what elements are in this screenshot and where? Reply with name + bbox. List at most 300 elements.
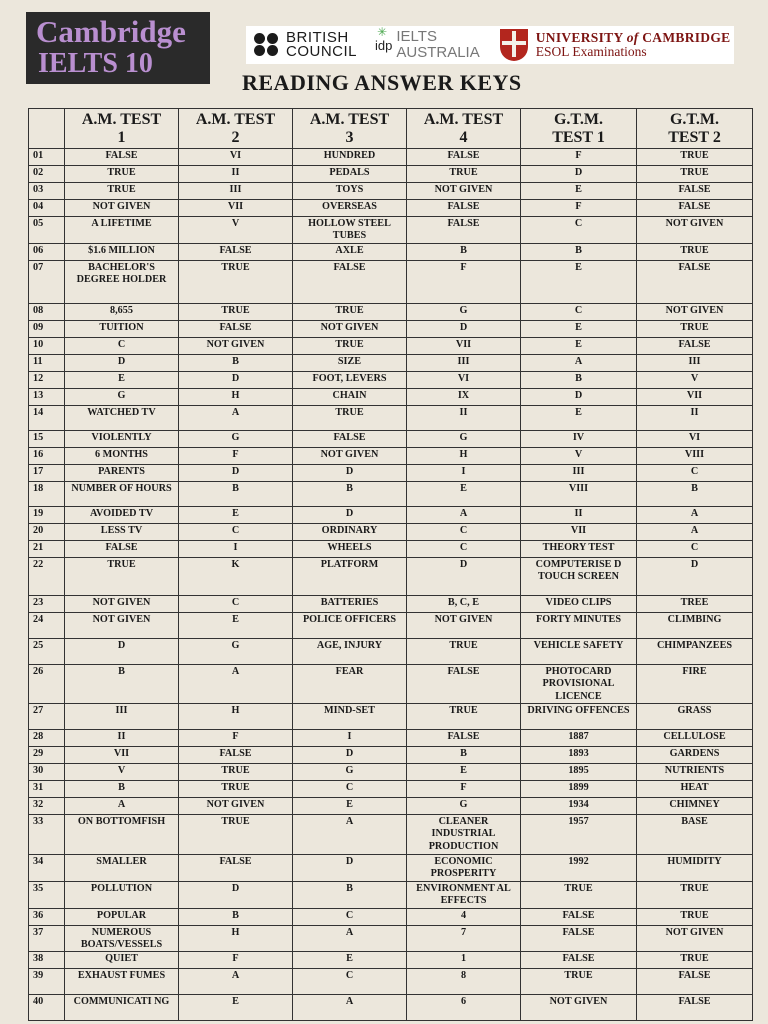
table-row — [29, 523, 753, 540]
question-number: 31 — [29, 781, 65, 798]
answer-cell: C — [293, 781, 407, 798]
answer-cell: G — [293, 764, 407, 781]
answer-cell: NOT GIVEN — [179, 798, 293, 815]
question-number: 05 — [29, 217, 65, 244]
answer-cell: H — [179, 704, 293, 730]
table-row — [29, 354, 753, 371]
answer-cell: A — [293, 815, 407, 855]
answer-cell: CLEANER INDUSTRIAL PRODUCTION — [407, 815, 521, 855]
answer-cell: B — [407, 747, 521, 764]
answer-cell: 1893 — [521, 747, 637, 764]
answer-cell: TRUE — [179, 781, 293, 798]
cambridge-shield-icon — [500, 29, 528, 61]
column-header-line-1: A.M. TEST — [195, 111, 276, 128]
answer-cell: E — [179, 995, 293, 1021]
answer-cell: B — [179, 908, 293, 925]
answer-cell: C — [521, 303, 637, 320]
question-number: 14 — [29, 405, 65, 430]
table-row — [29, 557, 753, 595]
answer-cell: A — [521, 354, 637, 371]
answer-cell: D — [179, 881, 293, 908]
answer-cell: E — [179, 612, 293, 638]
answer-cell: B — [65, 781, 179, 798]
answer-cell: FALSE — [65, 540, 179, 557]
answer-cell: TOYS — [293, 183, 407, 200]
answer-cell: BACHELOR'S DEGREE HOLDER — [65, 260, 179, 303]
table-row — [29, 638, 753, 664]
answer-cell: FALSE — [293, 430, 407, 447]
answer-cell: IX — [407, 388, 521, 405]
answer-cell: H — [179, 388, 293, 405]
answer-cell: D — [293, 464, 407, 481]
answer-cell: F — [521, 149, 637, 166]
answer-cell: A — [179, 969, 293, 995]
answer-cell: TRUE — [179, 260, 293, 303]
idp-line-1: IELTS — [396, 28, 437, 45]
table-row — [29, 337, 753, 354]
question-number: 02 — [29, 166, 65, 183]
question-number: 25 — [29, 638, 65, 664]
table-row — [29, 506, 753, 523]
answer-cell: NOT GIVEN — [407, 612, 521, 638]
answer-cell: ON BOTTOMFISH — [65, 815, 179, 855]
answer-cell: A — [637, 523, 753, 540]
answer-cell: F — [179, 447, 293, 464]
answer-cell: A — [179, 664, 293, 703]
answer-cell: G — [179, 638, 293, 664]
question-number: 30 — [29, 764, 65, 781]
answer-cell: C — [407, 540, 521, 557]
column-header — [179, 109, 293, 149]
cambridge-line-2: ESOL Examinations — [535, 44, 647, 59]
answer-cell: I — [179, 540, 293, 557]
column-header-line-2: TEST 1 — [552, 129, 605, 146]
answer-cell: 1 — [407, 952, 521, 969]
answer-cell: PARENTS — [65, 464, 179, 481]
table-row — [29, 664, 753, 703]
answer-cell: V — [179, 217, 293, 244]
answer-cell: F — [179, 730, 293, 747]
answer-cell: FALSE — [179, 243, 293, 260]
question-number: 08 — [29, 303, 65, 320]
table-row — [29, 430, 753, 447]
answer-cell: 6 — [407, 995, 521, 1021]
answer-cell: FALSE — [407, 217, 521, 244]
answer-cell: F — [407, 260, 521, 303]
answer-cell: VI — [637, 430, 753, 447]
answer-cell: III — [521, 464, 637, 481]
answer-cell: II — [407, 405, 521, 430]
cambridge-ielts-brand — [26, 12, 210, 84]
answer-cell: G — [407, 303, 521, 320]
british-council-line-2: COUNCIL — [286, 43, 358, 60]
question-number: 34 — [29, 855, 65, 882]
answer-cell: A — [293, 925, 407, 952]
question-number: 39 — [29, 969, 65, 995]
column-header-line-2: 3 — [345, 129, 354, 146]
table-row — [29, 969, 753, 995]
answer-cell: FALSE — [637, 337, 753, 354]
answer-cell: E — [407, 764, 521, 781]
answer-key-table — [28, 108, 753, 1021]
answer-cell: E — [65, 371, 179, 388]
answer-cell: CLIMBING — [637, 612, 753, 638]
answer-cell: WATCHED TV — [65, 405, 179, 430]
answer-cell: VII — [65, 747, 179, 764]
table-row — [29, 540, 753, 557]
answer-cell: FALSE — [521, 908, 637, 925]
answer-cell: 6 MONTHS — [65, 447, 179, 464]
answer-cell: FALSE — [637, 183, 753, 200]
answer-cell: FALSE — [293, 260, 407, 303]
table-row — [29, 730, 753, 747]
table-row — [29, 855, 753, 882]
question-number: 18 — [29, 481, 65, 506]
answer-cell: 1957 — [521, 815, 637, 855]
question-number: 32 — [29, 798, 65, 815]
answer-cell: FALSE — [407, 730, 521, 747]
answer-cell: FALSE — [637, 995, 753, 1021]
answer-cell: 1895 — [521, 764, 637, 781]
cambridge-line-1: UNIVERSITY of CAMBRIDGE — [535, 30, 731, 45]
question-number: 07 — [29, 260, 65, 303]
answer-cell: F — [407, 781, 521, 798]
column-header-line-1: A.M. TEST — [81, 111, 162, 128]
answer-cell: AVOIDED TV — [65, 506, 179, 523]
idp-mark-text: idp — [375, 37, 393, 53]
answer-cell: TRUE — [179, 815, 293, 855]
answer-cell: 8,655 — [65, 303, 179, 320]
table-row — [29, 388, 753, 405]
answer-cell: I — [407, 464, 521, 481]
column-header-line-2: 2 — [231, 129, 240, 146]
answer-cell: 1899 — [521, 781, 637, 798]
table-row — [29, 260, 753, 303]
question-number: 40 — [29, 995, 65, 1021]
answer-cell: MIND-SET — [293, 704, 407, 730]
answer-cell: 1887 — [521, 730, 637, 747]
table-row — [29, 243, 753, 260]
answer-cell: FIRE — [637, 664, 753, 703]
answer-cell: VIII — [637, 447, 753, 464]
answer-cell: D — [179, 464, 293, 481]
table-row — [29, 798, 753, 815]
answer-cell: FALSE — [179, 855, 293, 882]
answer-cell: NUMEROUS BOATS/VESSELS — [65, 925, 179, 952]
answer-cell: C — [407, 523, 521, 540]
column-header — [293, 109, 407, 149]
answer-cell: 1934 — [521, 798, 637, 815]
answer-cell: WHEELS — [293, 540, 407, 557]
table-row — [29, 183, 753, 200]
answer-cell: B — [293, 881, 407, 908]
answer-cell: E — [293, 952, 407, 969]
answer-cell: CHIMNEY — [637, 798, 753, 815]
question-number: 13 — [29, 388, 65, 405]
question-number: 19 — [29, 506, 65, 523]
answer-cell: G — [407, 430, 521, 447]
answer-cell: TRUE — [637, 908, 753, 925]
answer-cell: TRUE — [179, 303, 293, 320]
answer-cell: V — [521, 447, 637, 464]
answer-cell: E — [179, 506, 293, 523]
answer-cell: FALSE — [637, 260, 753, 303]
table-row — [29, 405, 753, 430]
answer-cell: III — [637, 354, 753, 371]
brand-line-2: IELTS 10 — [38, 48, 153, 79]
answer-cell: B — [179, 354, 293, 371]
answer-cell: C — [637, 464, 753, 481]
answer-cell: TRUE — [637, 881, 753, 908]
answer-cell: TRUE — [293, 303, 407, 320]
british-council-logo — [254, 31, 357, 59]
answer-cell: FEAR — [293, 664, 407, 703]
question-number: 10 — [29, 337, 65, 354]
table-row — [29, 303, 753, 320]
question-number: 01 — [29, 149, 65, 166]
table-row — [29, 995, 753, 1021]
answer-cell: AGE, INJURY — [293, 638, 407, 664]
answer-cell: 7 — [407, 925, 521, 952]
answer-cell: NOT GIVEN — [293, 447, 407, 464]
table-row — [29, 952, 753, 969]
answer-cell: FALSE — [637, 200, 753, 217]
answer-cell: TRUE — [521, 969, 637, 995]
column-header-line-2: 4 — [459, 129, 468, 146]
table-row — [29, 320, 753, 337]
question-number: 11 — [29, 354, 65, 371]
answer-cell: G — [65, 388, 179, 405]
table-row — [29, 612, 753, 638]
answer-cell: DRIVING OFFENCES — [521, 704, 637, 730]
answer-cell: B — [521, 243, 637, 260]
column-header-line-2: 1 — [117, 129, 126, 146]
idp-mark-icon: ✳ idp — [375, 24, 393, 53]
table-row — [29, 704, 753, 730]
answer-cell: II — [179, 166, 293, 183]
answer-cell: NUMBER OF HOURS — [65, 481, 179, 506]
answer-cell: GRASS — [637, 704, 753, 730]
answer-cell: TREE — [637, 595, 753, 612]
answer-cell: D — [293, 506, 407, 523]
question-number: 09 — [29, 320, 65, 337]
answer-cell: ENVIRONMENT AL EFFECTS — [407, 881, 521, 908]
question-number: 23 — [29, 595, 65, 612]
answer-cell: C — [293, 969, 407, 995]
answer-cell: C — [521, 217, 637, 244]
answer-cell: E — [521, 260, 637, 303]
answer-cell: VI — [179, 149, 293, 166]
answer-cell: II — [637, 405, 753, 430]
answer-cell: H — [179, 925, 293, 952]
answer-cell: SMALLER — [65, 855, 179, 882]
answer-cell: TRUE — [637, 243, 753, 260]
table-row — [29, 925, 753, 952]
answer-cell: III — [407, 354, 521, 371]
question-number: 26 — [29, 664, 65, 703]
answer-cell: D — [65, 638, 179, 664]
answer-cell: NOT GIVEN — [407, 183, 521, 200]
answer-cell: NOT GIVEN — [65, 595, 179, 612]
answer-cell: FALSE — [637, 969, 753, 995]
question-number: 29 — [29, 747, 65, 764]
answer-cell: D — [179, 371, 293, 388]
answer-cell: NOT GIVEN — [179, 337, 293, 354]
answer-cell: TRUE — [637, 149, 753, 166]
idp-ielts-australia-logo — [375, 24, 480, 61]
column-header — [637, 109, 753, 149]
answer-cell: A — [637, 506, 753, 523]
answer-cell: FALSE — [521, 952, 637, 969]
table-row — [29, 747, 753, 764]
answer-cell: II — [521, 506, 637, 523]
answer-cell: D — [407, 557, 521, 595]
answer-cell: B — [407, 243, 521, 260]
answer-cell: FALSE — [407, 200, 521, 217]
answer-cell: E — [521, 405, 637, 430]
answer-cell: VIDEO CLIPS — [521, 595, 637, 612]
answer-cell: F — [521, 200, 637, 217]
column-header-line-1: A.M. TEST — [309, 111, 390, 128]
column-header-line-1: A.M. TEST — [423, 111, 504, 128]
answer-cell: TRUE — [521, 881, 637, 908]
answer-cell: HOLLOW STEEL TUBES — [293, 217, 407, 244]
table-row — [29, 908, 753, 925]
answer-cell: VII — [179, 200, 293, 217]
answer-cell: B — [637, 481, 753, 506]
answer-cell: G — [179, 430, 293, 447]
answer-cell: LESS TV — [65, 523, 179, 540]
column-header — [521, 109, 637, 149]
question-number: 16 — [29, 447, 65, 464]
answer-cell: TRUE — [407, 166, 521, 183]
answer-cell: TRUE — [407, 638, 521, 664]
answer-cell: COMMUNICATI NG — [65, 995, 179, 1021]
answer-cell: POLICE OFFICERS — [293, 612, 407, 638]
answer-cell: BATTERIES — [293, 595, 407, 612]
question-number: 38 — [29, 952, 65, 969]
answer-cell: TRUE — [179, 764, 293, 781]
answer-cell: IV — [521, 430, 637, 447]
answer-cell: QUIET — [65, 952, 179, 969]
answer-cell: A — [65, 798, 179, 815]
answer-cell: E — [407, 481, 521, 506]
answer-cell: ECONOMIC PROSPERITY — [407, 855, 521, 882]
answer-cell: C — [179, 595, 293, 612]
column-header — [407, 109, 521, 149]
answer-cell: VI — [407, 371, 521, 388]
table-row — [29, 200, 753, 217]
answer-cell: I — [293, 730, 407, 747]
question-number: 36 — [29, 908, 65, 925]
answer-cell: D — [407, 320, 521, 337]
answer-cell: TUITION — [65, 320, 179, 337]
answer-cell: FOOT, LEVERS — [293, 371, 407, 388]
answer-cell: VIOLENTLY — [65, 430, 179, 447]
british-council-line-1: BRITISH — [286, 29, 349, 46]
table-row — [29, 447, 753, 464]
answer-cell: A — [407, 506, 521, 523]
answer-cell: H — [407, 447, 521, 464]
answer-cell: F — [179, 952, 293, 969]
header-row — [29, 109, 753, 149]
table-row — [29, 371, 753, 388]
answer-cell: VIII — [521, 481, 637, 506]
answer-cell: PHOTOCARD PROVISIONAL LICENCE — [521, 664, 637, 703]
answer-cell: NOT GIVEN — [65, 612, 179, 638]
answer-cell: 8 — [407, 969, 521, 995]
answer-cell: THEORY TEST — [521, 540, 637, 557]
answer-cell: TRUE — [65, 166, 179, 183]
question-number: 37 — [29, 925, 65, 952]
question-number: 06 — [29, 243, 65, 260]
answer-cell: C — [179, 523, 293, 540]
answer-cell: TRUE — [293, 405, 407, 430]
answer-cell: 1992 — [521, 855, 637, 882]
column-header-line-1: G.T.M. — [553, 111, 604, 128]
answer-cell: D — [521, 388, 637, 405]
table-row — [29, 166, 753, 183]
british-council-dots-icon — [254, 33, 282, 57]
answer-cell: A LIFETIME — [65, 217, 179, 244]
answer-cell: D — [65, 354, 179, 371]
question-number: 27 — [29, 704, 65, 730]
answer-cell: PEDALS — [293, 166, 407, 183]
answer-cell: E — [521, 320, 637, 337]
answer-cell: B — [521, 371, 637, 388]
table-row — [29, 481, 753, 506]
answer-cell: CHIMPANZEES — [637, 638, 753, 664]
answer-cell: GARDENS — [637, 747, 753, 764]
table-row — [29, 464, 753, 481]
table-row — [29, 149, 753, 166]
question-number: 35 — [29, 881, 65, 908]
answer-cell: C — [637, 540, 753, 557]
answer-cell: TRUE — [293, 337, 407, 354]
question-number: 28 — [29, 730, 65, 747]
answer-cell: TRUE — [407, 704, 521, 730]
answer-cell: ORDINARY — [293, 523, 407, 540]
answer-cell: VII — [521, 523, 637, 540]
answer-cell: CELLULOSE — [637, 730, 753, 747]
page-title: READING ANSWER KEYS — [242, 70, 522, 95]
column-header — [65, 109, 179, 149]
answer-cell: TRUE — [637, 320, 753, 337]
answer-cell: PLATFORM — [293, 557, 407, 595]
answer-cell: FALSE — [407, 664, 521, 703]
question-number: 22 — [29, 557, 65, 595]
answer-cell: VII — [407, 337, 521, 354]
answer-cell: HUMIDITY — [637, 855, 753, 882]
question-number: 17 — [29, 464, 65, 481]
answer-cell: C — [293, 908, 407, 925]
answer-cell: HUNDRED — [293, 149, 407, 166]
answer-cell: NOT GIVEN — [293, 320, 407, 337]
answer-cell: D — [637, 557, 753, 595]
answer-cell: D — [521, 166, 637, 183]
column-header-line-1: G.T.M. — [669, 111, 720, 128]
answer-cell: D — [293, 747, 407, 764]
table-row — [29, 217, 753, 244]
answer-cell: V — [65, 764, 179, 781]
idp-line-2: AUSTRALIA — [396, 44, 480, 61]
answer-cell: TRUE — [65, 183, 179, 200]
answer-cell: TRUE — [637, 952, 753, 969]
answer-cell: NOT GIVEN — [637, 303, 753, 320]
brand-line-1: Cambridge — [36, 14, 186, 49]
answer-cell: TRUE — [637, 166, 753, 183]
question-number: 20 — [29, 523, 65, 540]
